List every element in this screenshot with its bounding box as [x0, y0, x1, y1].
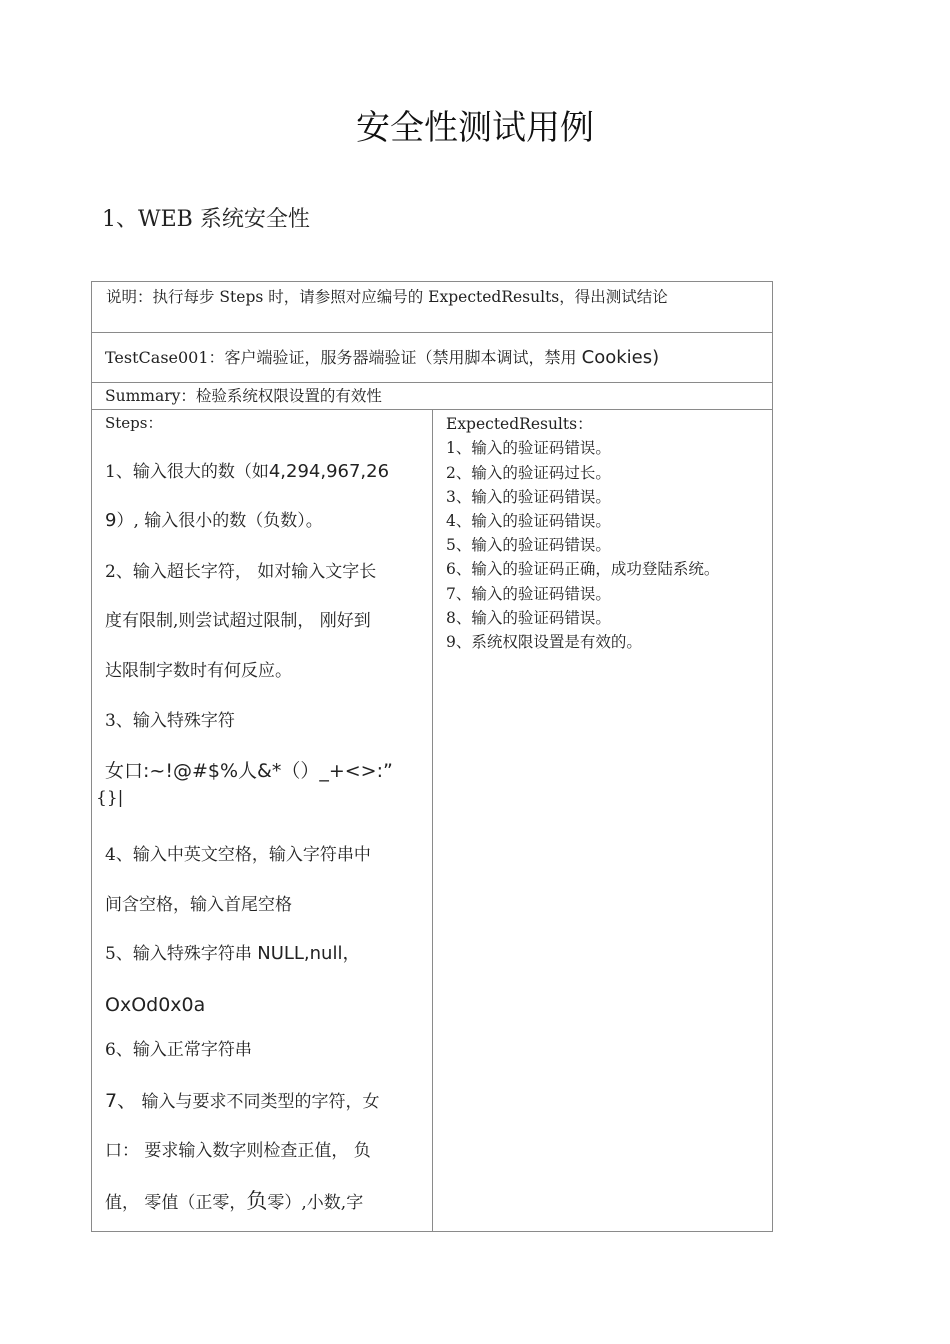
note-row [92, 282, 773, 333]
note-text: 说明：执行每步 Steps 时，请参照对应编号的 ExpectedResults，得出测试结论 [106, 288, 668, 306]
document-title: 安全性测试用例 [356, 108, 594, 148]
step-3-line-1: 3、输入特殊字符 [105, 711, 235, 731]
expected-item-5: 5、输入的验证码错误。 [446, 536, 611, 555]
step-6-line-1: 6、输入正常字符串 [105, 1040, 252, 1060]
step-1-line-1 [105, 447, 427, 497]
step-3-chars: 女口:~!@#$%人&*（）_+<>:” [105, 760, 393, 782]
step-7-text: 输入与要求不同类型的字符，女 [136, 1092, 380, 1112]
step-7-text-b: 值， 零值（正零， [105, 1193, 247, 1213]
steps-results-row [92, 410, 773, 1232]
summary-cell [92, 383, 773, 410]
expected-list [439, 412, 769, 655]
step-5-line-1 [105, 929, 427, 979]
summary-text: Summary：检验系统权限设置的有效性 [105, 387, 382, 405]
step-7-text-d: 零）,小数,字 [267, 1193, 364, 1213]
steps-header: Steps： [105, 414, 163, 432]
testcase-cookies: Cookies) [581, 347, 660, 368]
step-2-line-2: 度有限制,则尝试超过限制， 刚好到 [105, 611, 371, 631]
expected-item-8: 8、输入的验证码错误。 [446, 609, 611, 628]
step-1-number: 4,294,967,26 [268, 461, 390, 482]
expected-item-9: 9、系统权限设置是有效的。 [446, 633, 642, 652]
step-1-line-2 [105, 496, 427, 546]
step-5-null: NULL,null， [257, 943, 361, 964]
testcase-cell [92, 333, 773, 383]
testcase-text [92, 333, 772, 369]
step-4-line-2: 间含空格，输入首尾空格 [105, 895, 292, 915]
step-7-text-c: 负 [246, 1189, 268, 1213]
step-3-line-3: {}| [96, 788, 124, 808]
expected-item-6: 6、输入的验证码正确，成功登陆系统。 [446, 559, 720, 578]
step-2-line-3: 达限制字数时有何反应。 [105, 661, 292, 681]
testcase-row [92, 333, 773, 383]
expected-item-7: 7、输入的验证码错误。 [446, 584, 611, 603]
test-case-table [91, 281, 773, 1232]
step-5-text: 5、输入特殊字符串 [105, 944, 258, 964]
section-heading: 1、WEB 系统安全性 [102, 207, 310, 232]
expected-item-3: 3、输入的验证码错误。 [446, 487, 611, 506]
steps-cell [92, 410, 433, 1232]
expected-item-2: 2、输入的验证码过长。 [446, 463, 611, 482]
step-5-hex: OxOd0x0a [105, 994, 206, 1016]
step-1-number-end: 9 [105, 510, 117, 531]
step-4-line-1: 4、输入中英文空格，输入字符串中 [105, 845, 371, 865]
step-7-line-1 [105, 1076, 427, 1127]
step-7-line-2: 口： 要求输入数字则检查正值， 负 [105, 1141, 371, 1161]
step-1-text: 1、输入很大的数（如 [105, 462, 269, 482]
step-2-line-1: 2、输入超长字符， 如对输入文字长 [105, 562, 377, 582]
step-7-line-3 [105, 1176, 427, 1228]
step-5-line-2 [105, 980, 427, 1031]
expected-item-1: 1、输入的验证码错误。 [446, 439, 611, 458]
step-7-number: 7、 [105, 1090, 137, 1112]
expected-cell [433, 410, 773, 1232]
expected-header: ExpectedResults： [446, 415, 593, 433]
note-cell [92, 282, 773, 333]
step-1-text-end: ）, 输入很小的数（负数）。 [116, 511, 323, 531]
testcase-title: TestCase001：客户端验证，服务器端验证（禁用脚本调试，禁用 [105, 348, 582, 367]
summary-row [92, 383, 773, 410]
expected-item-4: 4、输入的验证码错误。 [446, 512, 611, 531]
